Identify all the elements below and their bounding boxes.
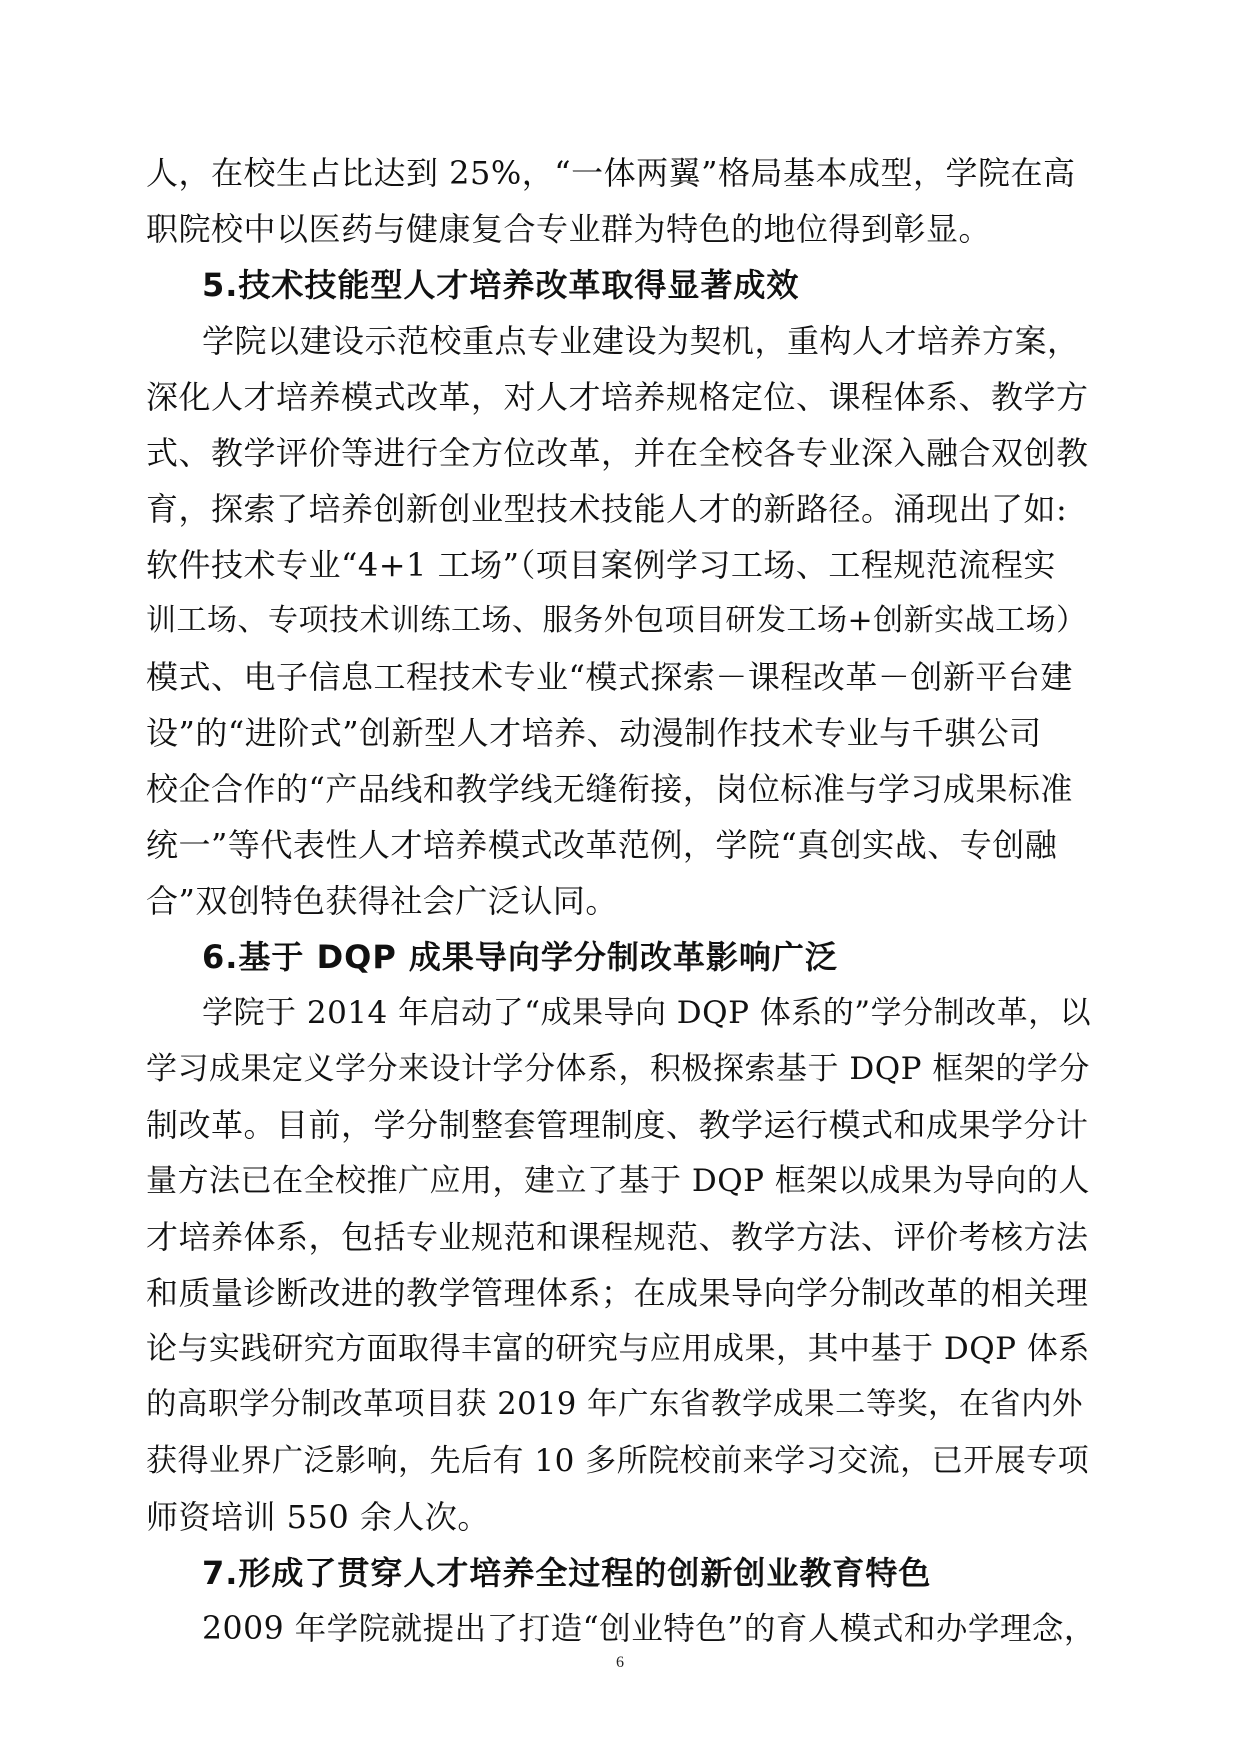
text-line: 育，探索了培养创新创业型技术技能人才的新路径。涌现出了如: xyxy=(146,490,1068,528)
text-line: 的高职学分制改革项目获 2019 年广东省教学成果二等奖，在省内外 xyxy=(146,1387,1084,1422)
text-line: 模式、电子信息工程技术专业“模式探索－课程改革－创新平台建 xyxy=(146,658,1073,696)
text-line: 校企合作的“产品线和教学线无缝衔接，岗位标准与学习成果标准 xyxy=(146,770,1073,808)
text-line: 设”的“进阶式”创新型人才培养、动漫制作技术专业与千骐公司 xyxy=(146,714,1042,752)
text-line: 师资培训 550 余人次。 xyxy=(146,1498,490,1536)
text-line: 深化人才培养模式改革，对人才培养规格定位、课程体系、教学方 xyxy=(146,378,1089,416)
page-number: 6 xyxy=(616,1654,624,1671)
text-line: 制改革。目前，学分制整套管理制度、教学运行模式和成果学分计 xyxy=(146,1106,1089,1144)
text-line: 学习成果定义学分来设计学分体系，积极探索基于 DQP 框架的学分 xyxy=(146,1051,1090,1087)
text-line: 论与实践研究方面取得丰富的研究与应用成果，其中基于 DQP 体系 xyxy=(146,1331,1090,1367)
text-line: 才培养体系，包括专业规范和课程规范、教学方法、评价考核方法 xyxy=(146,1218,1089,1256)
text-line: 学院于 2014 年启动了“成果导向 DQP 体系的”学分制改革，以 xyxy=(202,995,1092,1031)
section-heading: 6.基于 DQP 成果导向学分制改革影响广泛 xyxy=(202,938,838,976)
text-line: 软件技术专业“4+1 工场”（项目案例学习工场、工程规范流程实 xyxy=(146,546,1056,584)
text-line: 学院以建设示范校重点专业建设为契机，重构人才培养方案， xyxy=(202,322,1080,360)
text-line: 职院校中以医药与健康复合专业群为特色的地位得到彰显。 xyxy=(146,210,992,248)
text-line: 量方法已在全校推广应用，建立了基于 DQP 框架以成果为导向的人 xyxy=(146,1163,1090,1199)
text-line: 合”双创特色获得社会广泛认同。 xyxy=(146,882,618,920)
text-line: 2009 年学院就提出了打造“创业特色”的育人模式和办学理念， xyxy=(202,1611,1096,1647)
section-heading: 7.形成了贯穿人才培养全过程的创新创业教育特色 xyxy=(202,1554,932,1592)
text-line: 训工场、专项技术训练工场、服务外包项目研发工场+创新实战工场） xyxy=(146,603,1087,638)
text-line: 和质量诊断改进的教学管理体系；在成果导向学分制改革的相关理 xyxy=(146,1274,1089,1312)
text-line: 人，在校生占比达到 25%，“一体两翼”格局基本成型，学院在高 xyxy=(146,154,1076,192)
text-line: 统一”等代表性人才培养模式改革范例，学院“真创实战、专创融 xyxy=(146,826,1058,864)
page-body xyxy=(146,145,1096,1657)
text-line: 获得业界广泛影响，先后有 10 多所院校前来学习交流，已开展专项 xyxy=(146,1443,1090,1479)
section-heading: 5.技术技能型人才培养改革取得显著成效 xyxy=(202,266,800,304)
text-line: 式、教学评价等进行全方位改革，并在全校各专业深入融合双创教 xyxy=(146,434,1089,472)
